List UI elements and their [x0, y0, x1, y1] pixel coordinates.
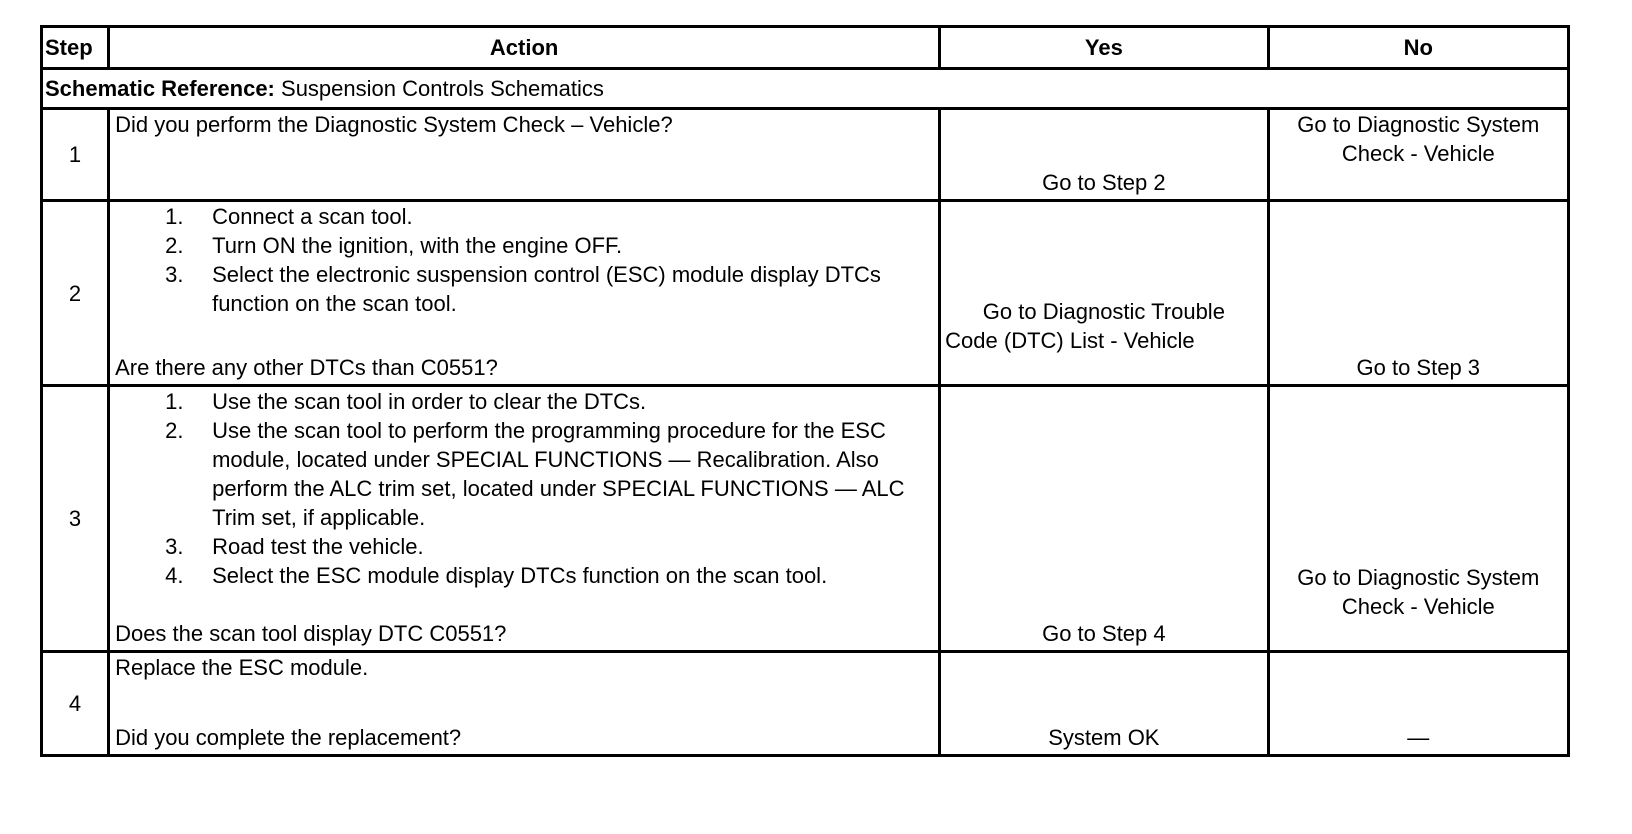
action-question: Does the scan tool display DTC C0551?: [115, 621, 507, 646]
step-number: 1: [42, 109, 109, 201]
no-result-line1: Go to Diagnostic System: [1297, 565, 1540, 590]
list-item-number: 2.: [165, 233, 184, 258]
table-row: [42, 201, 1569, 386]
header-step: Step: [42, 27, 109, 69]
table-row: [42, 386, 1569, 652]
step-number: 2: [42, 201, 109, 386]
no-result: —: [1407, 725, 1430, 750]
list-item-number: 1.: [165, 204, 184, 229]
yes-result-line2: Code (DTC) List - Vehicle: [945, 328, 1195, 353]
no-result-line1: Go to Diagnostic System: [1297, 112, 1540, 137]
yes-result: Go to Step 2: [1042, 170, 1166, 195]
yes-result: [941, 297, 1266, 355]
header-yes: Yes: [940, 27, 1268, 69]
no-cell: [1268, 652, 1568, 756]
table-row: [42, 109, 1569, 201]
schematic-reference-row: [42, 69, 1569, 109]
list-item: [115, 202, 934, 231]
list-item: [115, 416, 934, 532]
yes-result: Go to Step 4: [1042, 621, 1166, 646]
yes-cell: [940, 386, 1268, 652]
no-result: Go to Step 3: [1356, 355, 1481, 380]
yes-result: System OK: [1048, 725, 1160, 750]
action-cell: [109, 386, 940, 652]
yes-cell: [940, 652, 1268, 756]
action-question: Did you complete the replacement?: [115, 725, 462, 750]
header-row: [42, 27, 1569, 69]
no-result: [1270, 563, 1567, 621]
list-item-text: Road test the vehicle.: [212, 534, 424, 559]
action-question: Did you perform the Diagnostic System Check – Vehicle?: [115, 112, 673, 137]
yes-cell: [940, 201, 1268, 386]
list-item-text: Select the electronic suspension control (ESC) module display DTCs function on the scan tool.: [212, 262, 881, 316]
diagnostic-table: [40, 25, 1570, 757]
header-action: Action: [109, 27, 940, 69]
list-item-text: Use the scan tool to perform the programming procedure for the ESC module, located under SPECIAL FUNCTIONS — Recalibration. Also perform the ALC trim set, located under SPECIAL FUNCTIONS — ALC Trim set, if applicable.: [212, 418, 905, 530]
header-no: No: [1268, 27, 1568, 69]
no-result-line2: Check - Vehicle: [1341, 594, 1495, 619]
list-item-text: Turn ON the ignition, with the engine OFF.: [212, 233, 623, 258]
list-item-number: 3.: [165, 262, 184, 287]
list-item-number: 2.: [165, 418, 184, 443]
list-item: [115, 231, 934, 260]
list-item-text: Select the ESC module display DTCs function on the scan tool.: [212, 563, 828, 588]
yes-result-line1: Go to Diagnostic Trouble: [982, 299, 1225, 324]
list-item-number: 1.: [165, 389, 184, 414]
action-instruction: Replace the ESC module.: [115, 655, 369, 680]
list-item: [115, 561, 934, 590]
schematic-reference: [42, 69, 1569, 109]
list-item-text: Connect a scan tool.: [212, 204, 413, 229]
action-question: Are there any other DTCs than C0551?: [115, 355, 498, 380]
no-cell: [1268, 201, 1568, 386]
step-number: 4: [42, 652, 109, 756]
no-cell: [1268, 109, 1568, 201]
action-steps-list: [115, 202, 934, 318]
no-result-line2: Check - Vehicle: [1341, 141, 1495, 166]
list-item: [115, 260, 934, 318]
action-steps-list: [115, 387, 934, 590]
table-row: [42, 652, 1569, 756]
list-item-number: 4.: [165, 563, 184, 588]
step-number: 3: [42, 386, 109, 652]
list-item-number: 3.: [165, 534, 184, 559]
action-cell: [109, 109, 940, 201]
list-item: [115, 532, 934, 561]
list-item-text: Use the scan tool in order to clear the DTCs.: [212, 389, 647, 414]
action-cell: [109, 201, 940, 386]
schematic-reference-value: Suspension Controls Schematics: [281, 76, 604, 101]
list-item: [115, 387, 934, 416]
schematic-reference-label: Schematic Reference:: [45, 76, 275, 101]
no-cell: [1268, 386, 1568, 652]
yes-cell: [940, 109, 1268, 201]
action-cell: [109, 652, 940, 756]
